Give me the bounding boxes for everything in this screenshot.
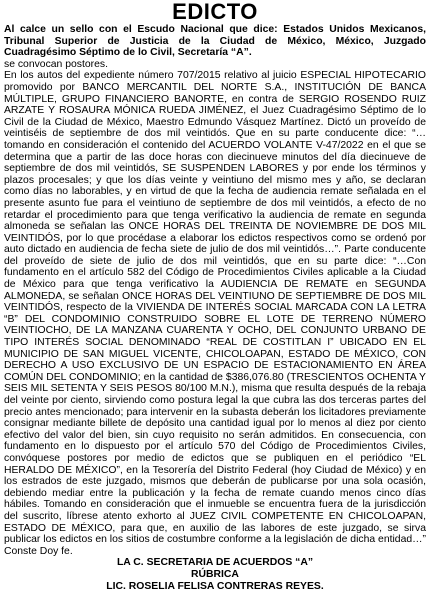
signature-title: LA C. SECRETARIA DE ACUERDOS “A”: [116, 557, 314, 569]
convening-line: se convocan postores.: [4, 58, 108, 70]
signature-block: [4, 557, 426, 593]
edict-main-text: En los autos del expediente número 707/2015 relativo al juicio ESPECIAL HIPOTECARIO promovido por BANCO MERCANTIL DEL NORTE S.A., INSTITUCIÓN DE BANCA MÚLTIPLE, GRUPO FINANCIERO BANORTE, en contra de SERGIO ROSENDO RUIZ ARZATE Y ROSAURA MÓNICA RUEDA JIMÉNEZ, el Juez Cuadragésimo Séptimo de lo Civil de la Ciudad de México, Maestro Edmundo Vásquez Martínez. Dictó un proveído de veintiséis de septiembre de dos mil veintidós. Que en su parte conducente dice: “…tomando en consideración el contenido del ACUERDO VOLANTE V-47/2022 en el que se determina que a partir de las doce horas con diecinueve minutos del día diecinueve de septiembre de dos mil veintidós, SE SUSPENDEN LABORES y por ende los términos y plazos procesales; y que los días veinte y veintiuno del mismo mes y año, se declaran como días no laborables, y en virtud de que la fecha de audiencia remate señalada en el presente asunto fue para el veintiuno de septiembre de dos mil veintidós, a efecto de no retardar el procedimiento para que tenga verificativo la audiencia de remate en segunda almoneda se señalan las ONCE HORAS DEL TREINTA DE NOVIEMBRE DE DOS MIL VEINTIDÓS, por lo que procédase a elaborar los edictos respectivos como se ordenó por auto dictado en audiencia de fecha siete de julio de dos mil veintidós…”. Parte conducente del proveído de siete de julio de dos mil veintidós, que en su parte dice: “…Con fundamento en el artículo 582 del Código de Procedimientos Civiles aplicable a la Ciudad de México para que tenga verificativo la AUDIENCIA DE REMATE en SEGUNDA ALMONEDA, se señalan ONCE HORAS DEL VEINTIUNO DE SEPTIEMBRE DE DOS MIL VEINTIDÓS, respecto de la VIVIENDA DE INTERÉS SOCIAL MARCADA CON LA LETRA “B” DEL CONDOMINIO CONSTRUIDO SOBRE EL LOTE DE TERRENO NÚMERO VEINTIOCHO, DE LA MANZANA CUARENTA Y OCHO, DEL CONJUNTO URBANO DE TIPO INTERÉS SOCIAL DENOMINADO “REAL DE COSTITLAN I” UBICADO EN EL MUNICIPIO DE SAN MIGUEL VICENTE, CHICOLOAPAN, ESTADO DE MÉXICO, CON DERECHO A USO EXCLUSIVO DE UN ESPACIO DE ESTACIONAMIENTO EN ÁREA COMÚN DEL CONDOMINIO; en la cantidad de $386,076.80 (TRESCIENTOS OCHENTA Y SEIS MIL SETENTA Y SEIS PESOS 80/100 M.N.), misma que resulta después de la rebaja del veinte por ciento, sirviendo como postura legal la que cubra las dos terceras partes del precio antes mencionado; para intervenir en la subasta deberán los licitadores previamente consignar mediante billete de depósito una cantidad igual por lo menos al diez por ciento efectivo del valor del bien, sin cuyo requisito no serán admitidos. En consecuencia, con fundamento en lo dispuesto por el artículo 570 del Código de Procedimientos Civiles, convóquese postores por medio de edictos que se publiquen en el periódico “EL HERALDO DE MÉXICO”, en la Tesorería del Distrito Federal (hoy Ciudad de México) y en los estrados de este juzgado, mismos que deberán de publicarse por una sola ocasión, debiendo mediar entre la publicación y la fecha de remate cuando menos cinco días hábiles. Tomando en consideración que el inmueble se encuentra fuera de la jurisdicción del suscrito, líbrese atento exhorto al JUEZ CIVIL COMPETENTE EN CHICOLOAPAN, ESTADO DE MÉXICO, para que, en auxilio de las labores de este juzgado, se sirva publicar los edictos en los sitios de costumbre conforme a la legislación de dicha entidad…” Conste Doy fe.: [4, 70, 426, 557]
stamp-description: Al calce un sello con el Escudo Nacional que dice: Estados Unidos Mexicanos, Tribunal Superior de Justicia de la Ciudad de México, México, Juzgado Cuadragésimo Séptimo de lo Civil, Secretaría “A”.: [4, 24, 426, 59]
signature-name: LIC. ROSELIA FELISA CONTRERAS REYES.: [106, 581, 324, 593]
edict-title: EDICTO: [172, 0, 258, 24]
edict-body: [4, 24, 426, 557]
signature-rubric: RÚBRICA: [191, 569, 239, 581]
